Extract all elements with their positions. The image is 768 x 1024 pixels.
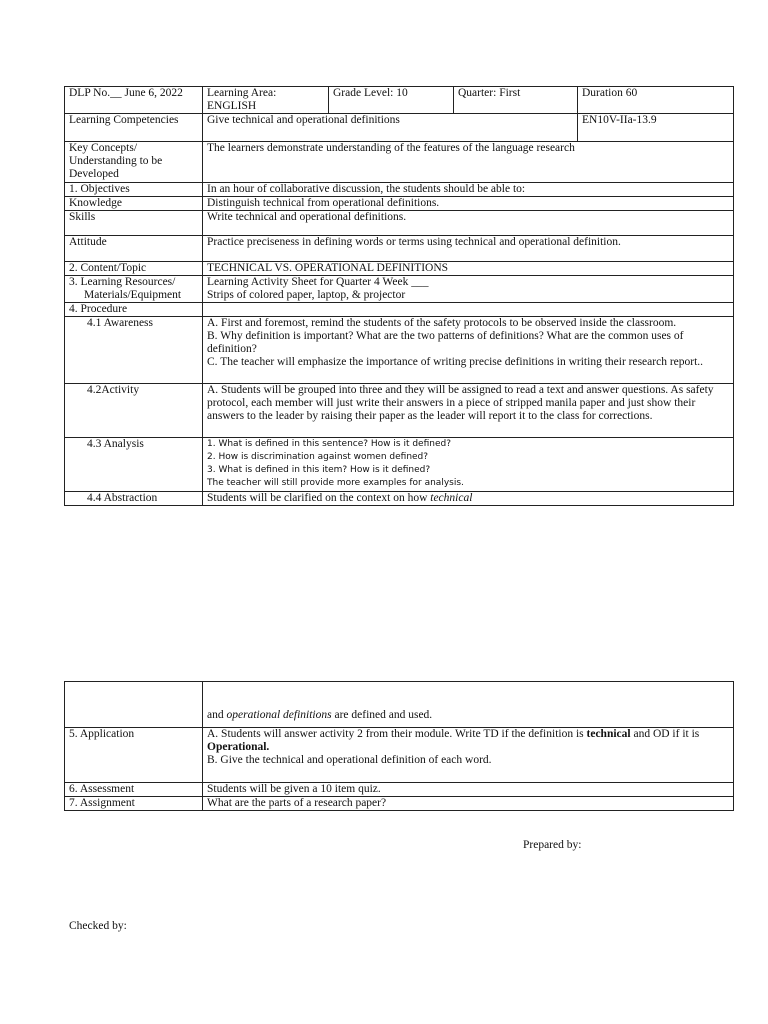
competency-code: EN10V-IIa-13.9 (578, 114, 734, 142)
application-value (203, 728, 734, 783)
analysis-question-3: 3. What is defined in this item? How is it defined? (207, 465, 431, 475)
application-row (65, 728, 734, 783)
competencies-row (65, 114, 734, 142)
assessment-value: Students will be given a 10 item quiz. (203, 783, 734, 797)
checked-by-label: Checked by: (69, 920, 127, 932)
application-label: 5. Application (65, 728, 203, 783)
abstraction-value (203, 492, 734, 506)
attitude-value: Practice preciseness in defining words or terms using technical and operational definition. (203, 236, 734, 262)
objectives-value: In an hour of collaborative discussion, the students should be able to: (203, 183, 734, 197)
prepared-by-label: Prepared by: (523, 839, 582, 851)
objectives-row (65, 183, 734, 197)
activity-row (65, 384, 734, 438)
abstraction-continued-italic: operational definitions (226, 709, 332, 721)
assessment-row (65, 783, 734, 797)
abstraction-label: 4.4 Abstraction (65, 492, 203, 506)
application-line-a-start: A. Students will answer activity 2 from their module. Write TD if the definition is (207, 728, 587, 740)
key-concepts-value: The learners demonstrate understanding of the features of the language research (203, 142, 734, 183)
resources-label-line2: Materials/Equipment (84, 289, 182, 301)
resources-value-line2: Strips of colored paper, laptop, & projector (207, 289, 406, 301)
procedure-value (203, 303, 734, 317)
content-row (65, 262, 734, 276)
resources-label (65, 276, 203, 303)
analysis-question-1: 1. What is defined in this sentence? How is it defined? (207, 439, 451, 449)
activity-label: 4.2Activity (65, 384, 203, 438)
dlp-table-page-2 (64, 681, 734, 811)
assessment-label: 6. Assessment (65, 783, 203, 797)
competencies-value: Give technical and operational definitions (203, 114, 578, 142)
analysis-row (65, 438, 734, 492)
skills-row (65, 211, 734, 236)
abstraction-italic-term: technical (430, 492, 473, 504)
dlp-table-page-1 (64, 86, 734, 506)
resources-value-line1: Learning Activity Sheet for Quarter 4 Week ___ (207, 276, 429, 288)
quarter-cell: Quarter: First (454, 87, 578, 114)
resources-row (65, 276, 734, 303)
learning-area-cell: Learning Area: ENGLISH (203, 87, 329, 114)
awareness-row (65, 317, 734, 384)
skills-value: Write technical and operational definitions. (203, 211, 734, 236)
knowledge-row (65, 197, 734, 211)
application-bold-technical: technical (586, 728, 631, 740)
dlp-number-cell: DLP No.__ June 6, 2022 (65, 87, 203, 114)
abstraction-continued-label (65, 682, 203, 728)
procedure-label: 4. Procedure (65, 303, 203, 317)
objectives-label: 1. Objectives (65, 183, 203, 197)
attitude-label: Attitude (65, 236, 203, 262)
header-row (65, 87, 734, 114)
assignment-value: What are the parts of a research paper? (203, 797, 734, 811)
awareness-label: 4.1 Awareness (65, 317, 203, 384)
duration-cell: Duration 60 (578, 87, 734, 114)
awareness-value (203, 317, 734, 384)
application-bold-operational: Operational. (207, 741, 270, 753)
knowledge-label: Knowledge (65, 197, 203, 211)
skills-label: Skills (65, 211, 203, 236)
analysis-value (203, 438, 734, 492)
abstraction-continued-row (65, 682, 734, 728)
procedure-row (65, 303, 734, 317)
analysis-note: The teacher will still provide more examples for analysis. (207, 478, 464, 488)
abstraction-text: Students will be clarified on the context on how (207, 492, 431, 504)
abstraction-continued-start: and (207, 709, 227, 721)
key-concepts-label: Key Concepts/ Understanding to be Developed (65, 142, 203, 183)
resources-value (203, 276, 734, 303)
abstraction-row (65, 492, 734, 506)
abstraction-continued-value (203, 682, 734, 728)
awareness-line-b: B. Why definition is important? What are the two patterns of definitions? What are the common uses of definition? (207, 330, 684, 355)
assignment-label: 7. Assignment (65, 797, 203, 811)
abstraction-continued-end: are defined and used. (331, 709, 433, 721)
awareness-line-a: A. First and foremost, remind the students of the safety protocols to be observed inside the classroom. (207, 317, 677, 329)
assignment-row (65, 797, 734, 811)
analysis-label: 4.3 Analysis (65, 438, 203, 492)
analysis-question-2: 2. How is discrimination against women defined? (207, 452, 429, 462)
content-value: TECHNICAL VS. OPERATIONAL DEFINITIONS (203, 262, 734, 276)
application-line-a (207, 728, 730, 754)
content-label: 2. Content/Topic (65, 262, 203, 276)
resources-label-line1: 3. Learning Resources/ (69, 276, 176, 288)
activity-value: A. Students will be grouped into three and they will be assigned to read a text and answer questions. As safety protocol, each member will just write their answers in a piece of stripped manila paper and just show their answers to the leader by raising their paper as the leader will report it to the class for corrections. (203, 384, 734, 438)
knowledge-value: Distinguish technical from operational definitions. (203, 197, 734, 211)
application-line-b: B. Give the technical and operational definition of each word. (207, 754, 492, 766)
application-line-a-mid: and OD if it is (630, 728, 700, 740)
awareness-line-c: C. The teacher will emphasize the importance of writing precise definitions in writing their research report.. (207, 356, 704, 368)
competencies-label: Learning Competencies (65, 114, 203, 142)
attitude-row (65, 236, 734, 262)
key-concepts-row (65, 142, 734, 183)
grade-level-cell: Grade Level: 10 (329, 87, 454, 114)
